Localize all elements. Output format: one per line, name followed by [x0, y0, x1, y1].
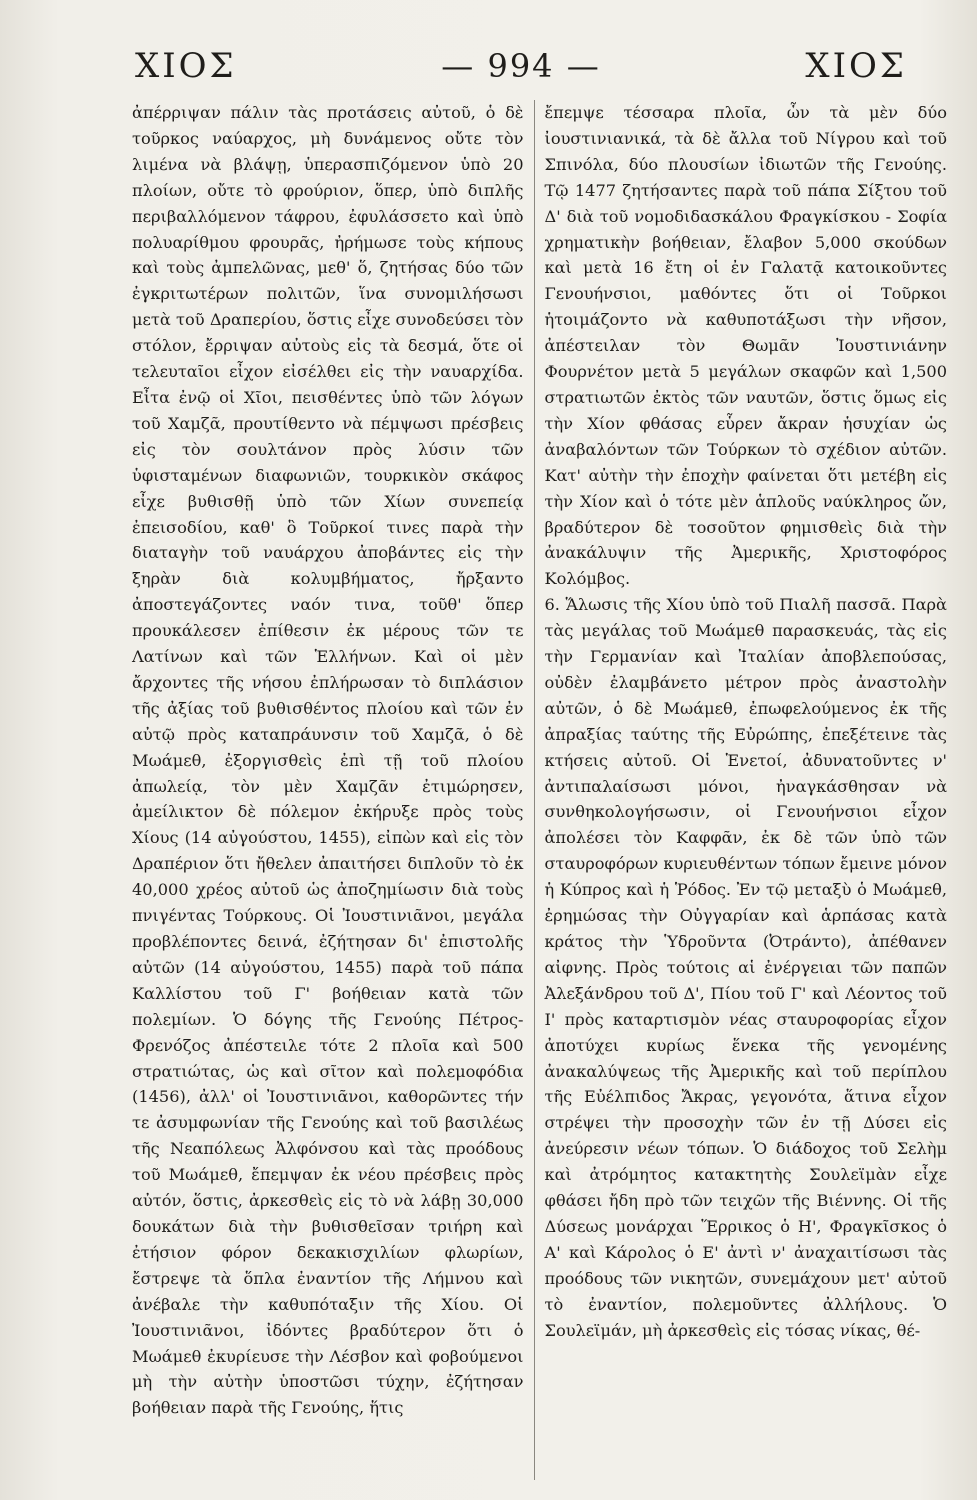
left-column — [132, 100, 534, 1482]
page-number: — 994 — — [441, 47, 601, 85]
right-column — [535, 100, 948, 1482]
left-column-text: ἀπέρριψαν πάλιν τὰς προτάσεις αὐτοῦ, ὁ δὲ τοῦρκος ναύαρχος, μὴ δυνάμενος οὔτε τὸν λιμένα νὰ βλάψῃ, ὑπερασπιζόμενον ὑπὸ 20 πλοίων, οὔτε τὸ φρούριον, ὅπερ, ὑπὸ διπλῆς περιβαλλόμενον τάφρου, ἐφυλάσσετο καὶ ὑπὸ πολυαρίθμου φρουρᾶς, ἠρήμωσε τοὺς κήπους καὶ τοὺς ἀμπελῶνας, μεθ' ὅ, ζητήσας δύο τῶν ἐγκριτωτέρων πολιτῶν, ἵνα συνομιλήσωσι μετὰ τοῦ Δραπερίου, ὅστις εἶχε συνοδεύσει τὸν στόλον, ἔρριψαν αὐτοὺς εἰς τὰ δεσμά, ὅτε οἱ τελευταῖοι εἶχον εἰσέλθει εἰς τὴν ναυαρχίδα. Εἶτα ἐνῷ οἱ Χῖοι, πεισθέντες ὑπὸ τῶν λόγων τοῦ Χαμζᾶ, προυτίθεντο νὰ πέμψωσι πρέσβεις εἰς τὸν σουλτάνον πρὸς λύσιν τῶν ὑφισταμένων διαφωνιῶν, τουρκικὸν σκάφος εἶχε βυθισθῇ ὑπὸ τῶν Χίων συνεπείᾳ ἐπεισοδίου, καθ' ὃ Τοῦρκοί τινες παρὰ τὴν διαταγὴν τοῦ ναυάρχου ἀποβάντες εἰς τὴν ξηρὰν διὰ κολυμβήματος, ἤρξαντο ἀποστεγάζοντες ναόν τινα, τοῦθ' ὅπερ προυκάλεσεν ἐπίθεσιν ἐκ μέρους τῶν τε Λατίνων καὶ τῶν Ἑλλήνων. Καὶ οἱ μὲν ἄρχοντες τῆς νήσου ἐπλήρωσαν τὸ διπλάσιον τῆς ἀξίας τοῦ βυθισθέντος πλοίου καὶ τῶν ἐν αὐτῷ πρὸς καταπράυνσιν τοῦ Χαμζᾶ, ὁ δὲ Μωάμεθ, ἐξοργισθεὶς ἐπὶ τῇ τοῦ πλοίου ἀπωλείᾳ, τὸν μὲν Χαμζᾶν ἐτιμώρησεν, ἀμείλικτον δὲ πόλεμον ἐκήρυξε πρὸς τοὺς Χίους (14 αὐγούστου, 1455), εἰπὼν καὶ εἰς τὸν Δραπέριον ὅτι ἤθελεν ἀπαιτήσει διπλοῦν τὸ ἐκ 40,000 χρέος αὐτοῦ ὡς ἀποζημίωσιν διὰ τοὺς πνιγέντας Τούρκους. Οἱ Ἰουστινιᾶνοι, μεγάλα προβλέποντες δεινά, ἐζήτησαν δι' ἐπιστολῆς αὐτῶν (14 αὐγούστου, 1455) παρὰ τοῦ πάπα Καλλίστου τοῦ Γ' βοήθειαν κατὰ τῶν πολεμίων. Ὁ δόγης τῆς Γενούης Πέτρος-Φρενόζος ἀπέστειλε τότε 2 πλοῖα καὶ 500 στρατιώτας, ὡς καὶ σῖτον καὶ πολεμοφόδια (1456), ἀλλ' οἱ Ἰουστινιᾶνοι, καθορῶντες τήν τε ἀσυμφωνίαν τῆς Γενούης καὶ τοῦ βασιλέως τῆς Νεαπόλεως Ἀλφόνσου καὶ τὰς προόδους τοῦ Μωάμεθ, ἔπεμψαν ἐκ νέου πρέσβεις πρὸς αὐτόν, ὅστις, ἀρκεσθεὶς εἰς τὸ νὰ λάβῃ 30,000 δουκάτων διὰ τὴν βυθισθεῖσαν τριήρη καὶ ἐτήσιον φόρον δεκακισχιλίων φλωρίων, ἔστρεψε τὰ ὅπλα ἐναντίον τῆς Λήμνου καὶ ἀνέβαλε τὴν καθυπόταξιν τῆς Χίου. Οἱ Ἰουστινιᾶνοι, ἰδόντες βραδύτερον ὅτι ὁ Μωάμεθ ἐκυρίευσε τὴν Λέσβον καὶ φοβούμενοι μὴ τὴν αὐτὴν ὑποστῶσι τύχην, ἐζήτησαν βοήθειαν παρὰ τῆς Γενούης, ἥτις — [132, 103, 524, 1418]
header-left-word: ΧΙΟΣ — [135, 46, 237, 86]
right-column-text: ἔπεμψε τέσσαρα πλοῖα, ὧν τὰ μὲν δύο ἰουστινιανικά, τὰ δὲ ἄλλα τοῦ Νίγρου καὶ τοῦ Σπινόλα, δύο πλουσίων ἰδιωτῶν τῆς Γενούης. Τῷ 1477 ζητήσαντες παρὰ τοῦ πάπα Σίξτου τοῦ Δ' διὰ τοῦ νομοδιδασκάλου Φραγκίσκου - Σοφία χρηματικὴν βοήθειαν, ἔλαβον 5,000 σκούδων καὶ μετὰ 16 ἔτη οἱ ἐν Γαλατᾷ κατοικοῦντες Γενουήνσιοι, μαθόντες ὅτι οἱ Τοῦρκοι ἡτοιμάζοντο νὰ καθυποτάξωσι τὴν νῆσον, ἀπέστειλαν τὸν Θωμᾶν Ἰουστινιάνην Φουρνέτον μετὰ 5 μεγάλων σκαφῶν καὶ 1,500 στρατιωτῶν ἐκτὸς τῶν ναυτῶν, ὅστις ὅμως εἰς τὴν Χίον φθάσας εὗρεν ἄκραν ἡσυχίαν ὡς ἀναβαλόντων τῶν Τούρκων τὸ σχέδιον αὐτῶν. Κατ' αὐτὴν τὴν ἐποχὴν φαίνεται ὅτι μετέβη εἰς τὴν Χίον καὶ ὁ τότε μὲν ἁπλοῦς ναύκληρος ὤν, βραδύτερον δὲ τοσοῦτον φημισθεὶς διὰ τὴν ἀνακάλυψιν τῆς Ἀμερικῆς, Χριστοφόρος Κολόμβος. 6. Ἅλωσις τῆς Χίου ὑπὸ τοῦ Πιαλῆ πασσᾶ. Παρὰ τὰς μεγάλας τοῦ Μωάμεθ παρασκευάς, τὰς εἰς τὴν Γερμανίαν καὶ Ἰταλίαν ἀποβλεπούσας, οὐδὲν ἐλαμβάνετο μέτρον πρὸς ἀναστολὴν αὐτῶν, ὁ δὲ Μωάμεθ, ἐπωφελούμενος ἐκ τῆς ἀπραξίας ταύτης τῆς Εὐρώπης, ἐπεξέτεινε τὰς κτήσεις αὐτοῦ. Οἱ Ἑνετοί, ἀδυνατοῦντες ν' ἀντιπαλαίσωσι μόνοι, ἠναγκάσθησαν νὰ συνθηκολογήσωσιν, οἱ Γενουήνσιοι εἶχον ἀπολέσει τὸν Καφφᾶν, ἐκ δὲ τῶν ὑπὸ τῶν σταυροφόρων κυριευθέντων τόπων ἔμεινε μόνον ἡ Κύπρος καὶ ἡ Ῥόδος. Ἐν τῷ μεταξὺ ὁ Μωάμεθ, ἐρημώσας τὴν Οὐγγαρίαν καὶ ἁρπάσας κατὰ κράτος τὴν Ὑδροῦντα (Ὀτράντο), ἀπέθανεν αἰφνης. Πρὸς τούτοις αἱ ἐνέργειαι τῶν παπῶν Ἀλεξάνδρου τοῦ Δ', Πίου τοῦ Γ' καὶ Λέοντος τοῦ Ι' πρὸς καταρτισμὸν νέας σταυροφορίας εἶχον ἀποτύχει κυρίως ἕνεκα τῆς γενομένης ἀνακαλύψεως τῆς Ἀμερικῆς καὶ τοῦ περίπλου τῆς Εὐέλπιδος Ἄκρας, γεγονότα, ἅτινα εἶχον στρέψει τὴν προσοχὴν τῶν ἐν τῇ Δύσει εἰς ἀνεύρεσιν νέων τόπων. Ὁ διάδοχος τοῦ Σελὴμ καὶ ἀτρόμητος κατακτητὴς Σουλεϊμὰν εἶχε φθάσει ἤδη πρὸ τῶν τειχῶν τῆς Βιέννης. Οἱ τῆς Δύσεως μονάρχαι Ἕρρικος ὁ Η', Φραγκῖσκος ὁ Α' καὶ Κάρολος ὁ Ε' ἀντὶ ν' ἀναχαιτίσωσι τὰς προόδους τῶν νικητῶν, συνεμάχουν μετ' αὐτοῦ τὸ ἐναντίον, πολεμοῦντες ἀλλήλους. Ὁ Σουλεϊμάν, μὴ ἀρκεσθεὶς εἰς τόσας νίκας, θέ- — [544, 103, 948, 1340]
header-right-word: ΧΙΟΣ — [805, 46, 907, 86]
running-header — [135, 44, 907, 88]
text-columns — [132, 100, 947, 1482]
